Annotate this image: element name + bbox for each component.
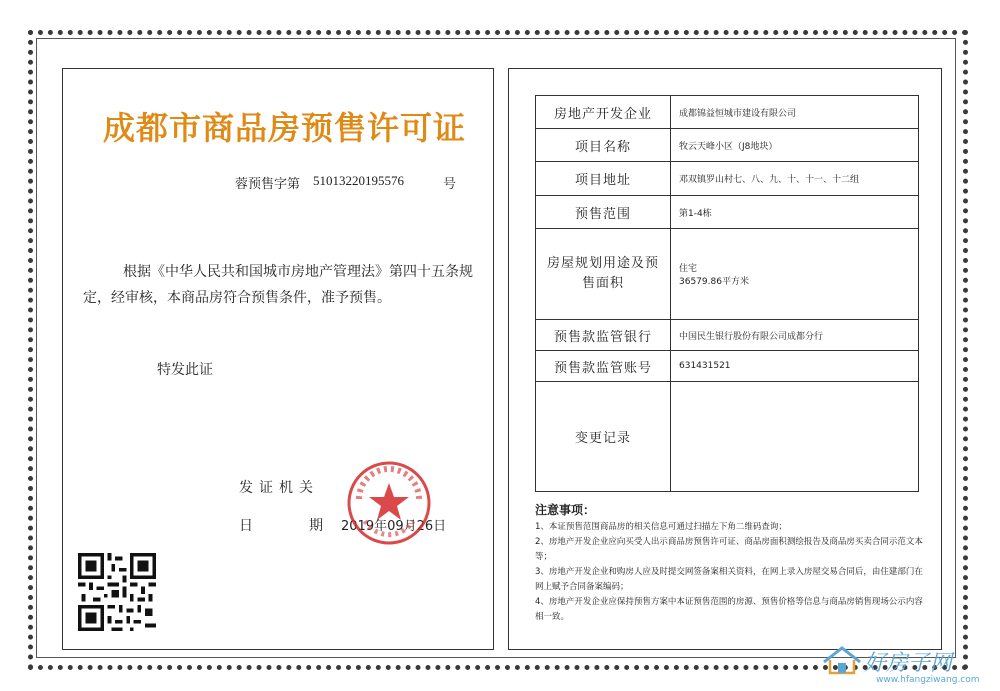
note-item: 4、房地产开发企业应保持预售方案中本证预售范围的房源、预售价格等信息与商品房销售现场公示内容相一致。 [535, 597, 923, 622]
table-row [536, 320, 919, 351]
table-row [536, 96, 919, 129]
note-item: 1、本证预售范围商品房的相关信息可通过扫描左下角二维码查询； [535, 522, 787, 532]
notes-title: 注意事项： [535, 503, 596, 517]
change-record-label: 变更记录 [536, 382, 671, 492]
escrow-account-label: 预售款监管账号 [536, 351, 671, 382]
escrow-bank-label: 预售款监管银行 [536, 320, 671, 351]
project-name-label: 项目名称 [536, 129, 671, 162]
watermark-text: 好房子网 [864, 651, 953, 676]
date-label-first: 日 [239, 518, 253, 534]
usage-area-label: 房屋规划用途及预售面积 [536, 229, 671, 320]
certificate-title: 成都市商品房预售许可证 [103, 109, 467, 147]
official-seal-icon [345, 459, 433, 547]
project-address-value: 邓双镇罗山村七、八、九、十、十一、十二组 [671, 162, 919, 196]
note-item: 2、房地产开发企业应向买受人出示商品房预售许可证、商品房面积测绘报告及商品房买卖合同示范文本等； [535, 537, 923, 562]
special-issue-text: 特发此证 [157, 362, 213, 378]
qr-code-icon[interactable] [78, 553, 156, 631]
serial-label: 蓉预售字第 [235, 177, 301, 192]
serial-suffix: 号 [443, 177, 457, 192]
certificate-right-panel [508, 68, 942, 650]
date-label-second: 期 [309, 518, 323, 534]
note-item: 3、房地产开发企业和购房人应及时提交网签备案相关资料，在网上录入房屋交易合同后，由住建部门在网上赋予合同备案编码； [535, 567, 923, 592]
serial-number: 51013220195576 [313, 173, 404, 188]
project-address-label: 项目地址 [536, 162, 671, 196]
table-row [536, 196, 919, 229]
table-row [536, 229, 919, 320]
table-row [536, 162, 919, 196]
issue-date: 2019年09月26日 [341, 519, 447, 534]
developer-value: 成都锦益恒城市建设有限公司 [671, 96, 919, 129]
certificate-left-panel [62, 68, 494, 650]
watermark-url: www.hfangziwang.com [876, 675, 980, 685]
notes-section [535, 503, 925, 625]
issuing-authority-label: 发证机关 [239, 480, 319, 496]
usage-value: 住宅 [679, 264, 698, 274]
developer-label: 房地产开发企业 [536, 96, 671, 129]
escrow-bank-value: 中国民生银行股份有限公司成都分行 [671, 320, 919, 351]
change-record-value [671, 382, 919, 492]
escrow-account-value: 631431521 [671, 351, 919, 382]
table-row [536, 351, 919, 382]
project-name-value: 牧云天峰小区（J8地块） [671, 129, 919, 162]
table-row [536, 382, 919, 492]
area-value: 36579.86平方米 [679, 277, 749, 287]
presale-scope-label: 预售范围 [536, 196, 671, 229]
usage-area-cell [671, 229, 919, 320]
project-info-table [535, 95, 919, 492]
table-row [536, 129, 919, 162]
house-logo-icon [820, 644, 864, 676]
presale-scope-value: 第1-4栋 [671, 196, 919, 229]
legal-basis-text: 根据《中华人民共和国城市房地产管理法》第四十五条规定，经审核，本商品房符合预售条件，准予预售。 [83, 264, 473, 306]
